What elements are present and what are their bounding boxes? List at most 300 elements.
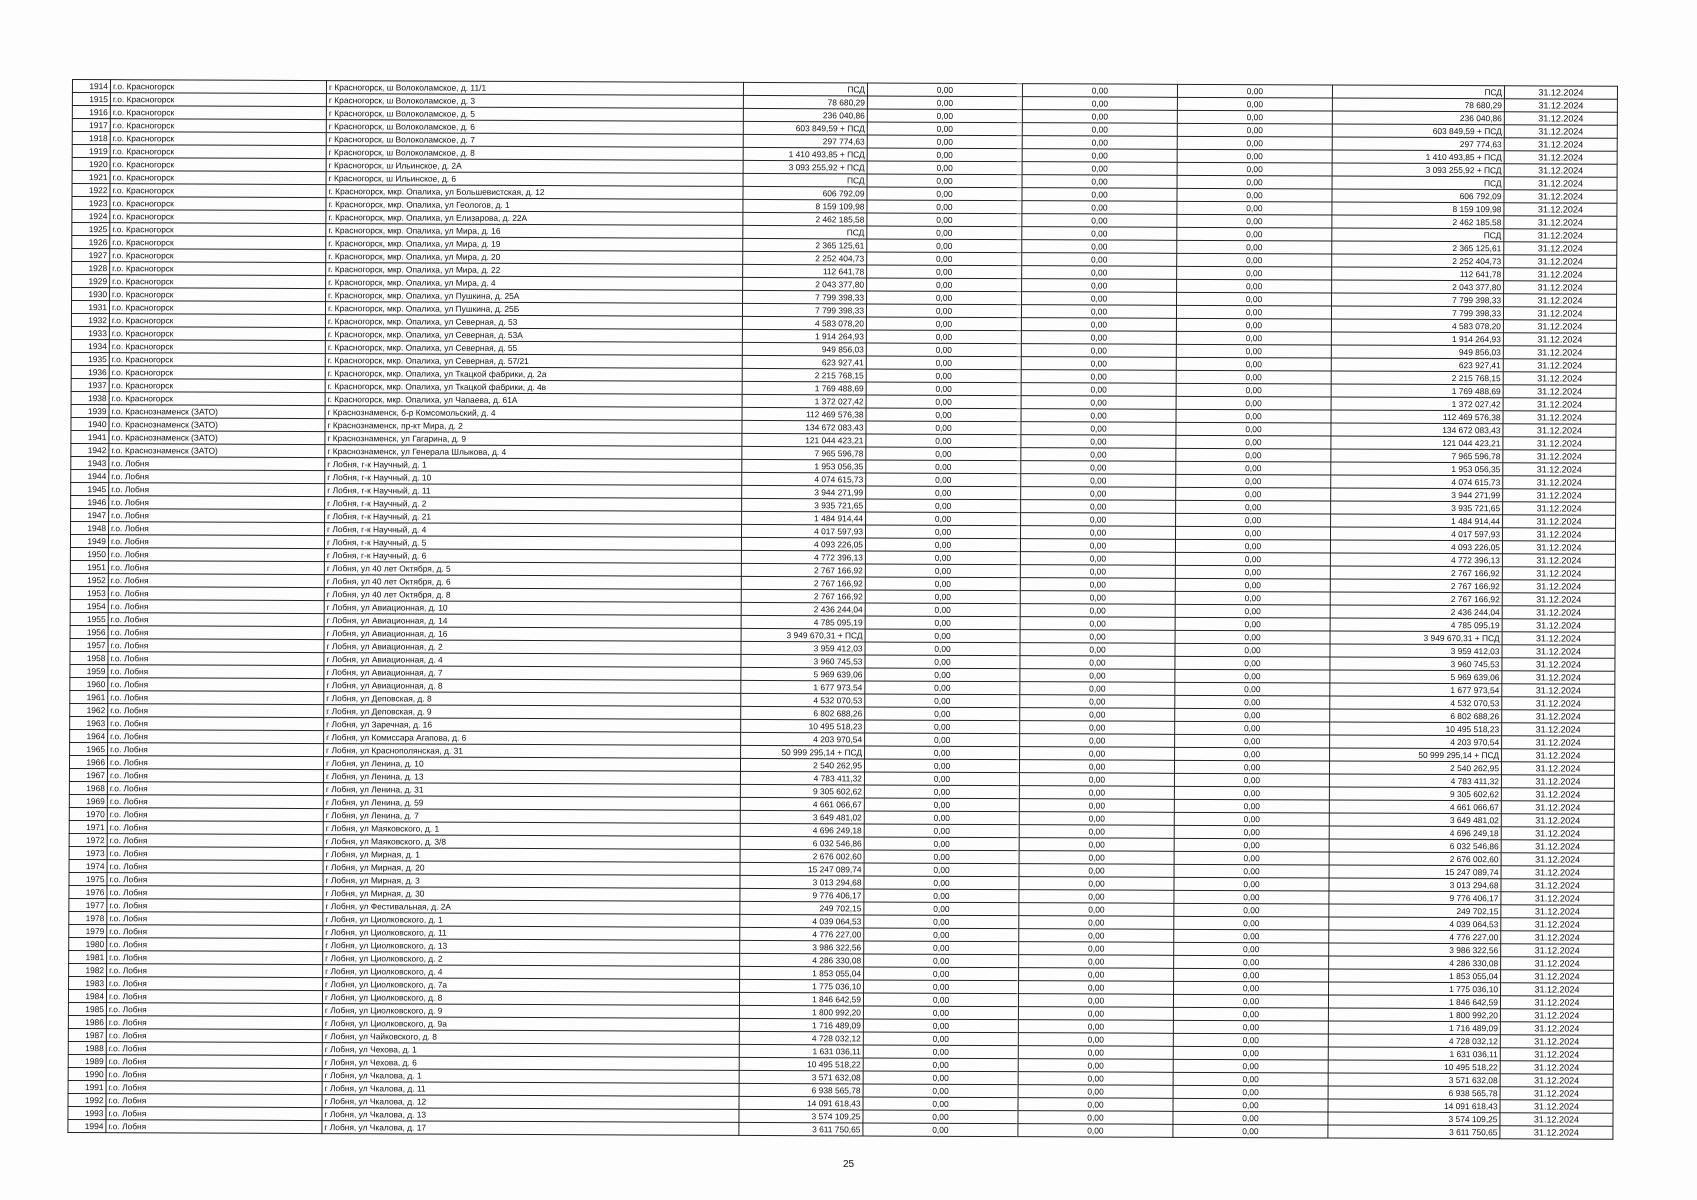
- cell-address: г Лобня, ул Маяковского, д. 3/8: [323, 835, 740, 850]
- cell-row-number: 1917: [72, 119, 110, 132]
- cell-fund-2: 0,00: [1018, 1059, 1173, 1073]
- cell-total-cost: 2 540 262,95: [740, 758, 864, 772]
- cell-owner-funds: 236 040,86: [1332, 111, 1504, 125]
- cell-owner-funds: 3 013 294,68: [1329, 878, 1501, 892]
- cell-row-number: 1951: [70, 560, 108, 573]
- cell-fund-3: 0,00: [1175, 591, 1330, 605]
- cell-total-cost: 3 960 745,53: [741, 654, 865, 668]
- cell-row-number: 1933: [71, 326, 109, 339]
- cell-fund-3: 0,00: [1174, 981, 1329, 995]
- cell-fund-3: 0,00: [1175, 656, 1330, 670]
- cell-municipality: г.о. Лобня: [107, 951, 323, 965]
- cell-fund-1: 0,00: [867, 83, 1022, 97]
- cell-fund-2: 0,00: [1019, 981, 1174, 995]
- cell-fund-1: 0,00: [866, 395, 1021, 409]
- cell-fund-1: 0,00: [864, 759, 1019, 773]
- cell-row-number: 1983: [69, 976, 107, 989]
- cell-municipality: г.о. Лобня: [107, 873, 323, 887]
- cell-owner-funds: 4 039 064,53: [1329, 917, 1501, 931]
- cell-fund-3: 0,00: [1174, 864, 1329, 878]
- cell-fund-3: 0,00: [1173, 1111, 1328, 1125]
- cell-deadline-date: 31.12.2024: [1500, 1100, 1613, 1113]
- cell-total-cost: 1 484 914,44: [742, 511, 866, 525]
- cell-fund-1: 0,00: [864, 876, 1019, 890]
- cell-fund-2: 0,00: [1018, 1033, 1173, 1047]
- cell-row-number: 1928: [72, 262, 110, 275]
- page-number: 25: [842, 1159, 855, 1170]
- cell-fund-1: 0,00: [866, 460, 1021, 474]
- cell-fund-2: 0,00: [1018, 1085, 1173, 1099]
- cell-deadline-date: 31.12.2024: [1503, 411, 1616, 424]
- cell-total-cost: 3 959 412,03: [741, 641, 865, 655]
- cell-row-number: 1962: [70, 703, 108, 716]
- cell-owner-funds: 15 247 089,74: [1329, 865, 1501, 879]
- cell-municipality: г.о. Красногорск: [110, 288, 326, 302]
- cell-fund-2: 0,00: [1022, 266, 1177, 280]
- cell-fund-3: 0,00: [1173, 1007, 1328, 1021]
- cell-fund-3: 0,00: [1174, 890, 1329, 904]
- cell-total-cost: 4 728 032,12: [739, 1031, 863, 1045]
- cell-owner-funds: ПСД: [1332, 176, 1504, 190]
- cell-owner-funds: 78 680,29: [1332, 98, 1504, 112]
- cell-row-number: 1984: [68, 989, 106, 1002]
- cell-fund-2: 0,00: [1020, 682, 1175, 696]
- cell-address: г Краснознаменск, б-р Комсомольский, д. 4: [325, 406, 742, 421]
- cell-owner-funds: 8 159 109,98: [1332, 202, 1504, 216]
- cell-fund-1: 0,00: [866, 473, 1021, 487]
- cell-fund-1: 0,00: [867, 135, 1022, 149]
- cell-fund-2: 0,00: [1020, 734, 1175, 748]
- cell-total-cost: 1 846 642,59: [739, 992, 863, 1006]
- cell-deadline-date: 31.12.2024: [1504, 138, 1617, 151]
- cell-fund-2: 0,00: [1018, 1020, 1173, 1034]
- cell-address: г Лобня, ул Циолковского, д. 13: [323, 939, 740, 954]
- cell-municipality: г.о. Красногорск: [110, 119, 326, 133]
- cell-municipality: г.о. Лобня: [108, 626, 324, 640]
- cell-row-number: 1952: [70, 573, 108, 586]
- cell-total-cost: 10 495 518,22: [739, 1057, 863, 1071]
- cell-fund-1: 0,00: [863, 1045, 1018, 1059]
- cell-fund-2: 0,00: [1019, 968, 1174, 982]
- cell-total-cost: 3 949 670,31 + ПСД: [741, 628, 865, 642]
- cell-municipality: г.о. Лобня: [106, 1094, 322, 1108]
- cell-fund-1: 0,00: [865, 551, 1020, 565]
- cell-deadline-date: 31.12.2024: [1501, 892, 1614, 905]
- cell-fund-1: 0,00: [867, 226, 1022, 240]
- cell-municipality: г.о. Красногорск: [109, 340, 325, 354]
- cell-municipality: г.о. Красногорск: [109, 392, 325, 406]
- cell-total-cost: 4 583 078,20: [742, 316, 866, 330]
- cell-municipality: г.о. Лобня: [106, 1042, 322, 1056]
- cell-row-number: 1939: [71, 404, 109, 417]
- cell-total-cost: 2 252 404,73: [743, 251, 867, 265]
- cell-total-cost: 4 203 970,54: [741, 732, 865, 746]
- cell-total-cost: ПСД: [743, 225, 867, 239]
- cell-fund-2: 0,00: [1020, 721, 1175, 735]
- cell-address: г Лобня, ул Чкалова, д. 1: [322, 1069, 739, 1084]
- cell-fund-2: 0,00: [1018, 1124, 1173, 1138]
- cell-address: г Лобня, ул Авиационная, д. 7: [324, 666, 741, 681]
- cell-fund-1: 0,00: [865, 681, 1020, 695]
- cell-municipality: г.о. Красногорск: [110, 275, 326, 289]
- cell-fund-1: 0,00: [867, 161, 1022, 175]
- cell-owner-funds: 1 631 036,11: [1328, 1047, 1500, 1061]
- cell-deadline-date: 31.12.2024: [1500, 1035, 1613, 1048]
- cell-fund-2: 0,00: [1021, 513, 1176, 527]
- cell-municipality: г.о. Лобня: [107, 977, 323, 991]
- cell-total-cost: 2 676 002,60: [740, 849, 864, 863]
- cell-owner-funds: 3 960 745,53: [1330, 657, 1502, 671]
- cell-fund-1: 0,00: [865, 564, 1020, 578]
- cell-fund-3: 0,00: [1176, 383, 1331, 397]
- cell-owner-funds: 9 305 602,62: [1329, 787, 1501, 801]
- cell-address: г Красногорск, ш Волоколамское, д. 8: [326, 146, 743, 161]
- cell-fund-2: 0,00: [1022, 149, 1177, 163]
- cell-fund-3: 0,00: [1175, 552, 1330, 566]
- cell-address: г Лобня, г-к Научный, д. 21: [325, 510, 742, 525]
- cell-fund-2: 0,00: [1018, 1072, 1173, 1086]
- cell-municipality: г.о. Лобня: [109, 496, 325, 510]
- cell-fund-3: 0,00: [1173, 1124, 1328, 1138]
- cell-municipality: г.о. Лобня: [107, 925, 323, 939]
- cell-fund-1: 0,00: [866, 434, 1021, 448]
- cell-address: г Лобня, ул Чайковского, д. 8: [322, 1030, 739, 1045]
- cell-fund-1: 0,00: [865, 603, 1020, 617]
- cell-total-cost: 297 774,63: [743, 134, 867, 148]
- cell-municipality: г.о. Лобня: [108, 691, 324, 705]
- cell-owner-funds: 2 767 166,92: [1330, 566, 1502, 580]
- cell-fund-2: 0,00: [1019, 916, 1174, 930]
- cell-municipality: г.о. Лобня: [107, 964, 323, 978]
- cell-total-cost: 3 944 271,99: [742, 485, 866, 499]
- cell-municipality: г.о. Лобня: [107, 808, 323, 822]
- cell-row-number: 1950: [70, 547, 108, 560]
- cell-fund-1: 0,00: [867, 252, 1022, 266]
- cell-owner-funds: 2 365 125,61: [1332, 241, 1504, 255]
- cell-row-number: 1977: [69, 898, 107, 911]
- cell-owner-funds: 1 484 914,44: [1331, 514, 1503, 528]
- cell-owner-funds: 1 953 056,35: [1331, 462, 1503, 476]
- cell-fund-3: 0,00: [1174, 786, 1329, 800]
- cell-deadline-date: 31.12.2024: [1504, 255, 1617, 268]
- cell-total-cost: 1 853 055,04: [740, 966, 864, 980]
- cell-total-cost: 4 776 227,00: [740, 927, 864, 941]
- cell-total-cost: 4 093 226,05: [741, 537, 865, 551]
- cell-address: г Лобня, ул Маяковского, д. 1: [323, 822, 740, 837]
- cell-fund-2: 0,00: [1022, 123, 1177, 137]
- cell-owner-funds: 7 965 596,78: [1331, 449, 1503, 463]
- cell-fund-3: 0,00: [1175, 643, 1330, 657]
- cell-deadline-date: 31.12.2024: [1503, 359, 1616, 372]
- cell-address: г Лобня, г-к Научный, д. 2: [325, 497, 742, 512]
- cell-owner-funds: 2 767 166,92: [1330, 592, 1502, 606]
- cell-fund-2: 0,00: [1020, 747, 1175, 761]
- cell-deadline-date: 31.12.2024: [1500, 996, 1613, 1009]
- cell-owner-funds: 3 093 255,92 + ПСД: [1332, 163, 1504, 177]
- cell-fund-3: 0,00: [1177, 149, 1332, 163]
- cell-row-number: 1989: [68, 1054, 106, 1067]
- cell-fund-3: 0,00: [1177, 279, 1332, 293]
- cell-fund-2: 0,00: [1018, 1007, 1173, 1021]
- cell-fund-3: 0,00: [1174, 851, 1329, 865]
- cell-fund-1: 0,00: [865, 616, 1020, 630]
- cell-fund-3: 0,00: [1175, 695, 1330, 709]
- cell-address: г Лобня, ул 40 лет Октября, д. 5: [324, 562, 741, 577]
- cell-owner-funds: 4 093 226,05: [1330, 540, 1502, 554]
- cell-deadline-date: 31.12.2024: [1501, 775, 1614, 788]
- cell-deadline-date: 31.12.2024: [1504, 125, 1617, 138]
- cell-total-cost: 5 969 639,06: [741, 667, 865, 681]
- cell-municipality: г.о. Красногорск: [109, 327, 325, 341]
- cell-municipality: г.о. Красногорск: [110, 145, 326, 159]
- cell-municipality: г.о. Лобня: [106, 1107, 322, 1121]
- cell-fund-2: 0,00: [1021, 500, 1176, 514]
- cell-municipality: г.о. Лобня: [108, 561, 324, 575]
- cell-address: г Лобня, ул 40 лет Октября, д. 8: [324, 588, 741, 603]
- cell-deadline-date: 31.12.2024: [1504, 268, 1617, 281]
- cell-deadline-date: 31.12.2024: [1503, 450, 1616, 463]
- cell-fund-2: 0,00: [1021, 357, 1176, 371]
- cell-deadline-date: 31.12.2024: [1501, 944, 1614, 957]
- cell-owner-funds: 3 935 721,65: [1331, 501, 1503, 515]
- cell-total-cost: 14 091 618,43: [739, 1096, 863, 1110]
- cell-fund-3: 0,00: [1175, 708, 1330, 722]
- cell-total-cost: 50 999 295,14 + ПСД: [741, 745, 865, 759]
- cell-address: г Красногорск, ш Ильинское, д. 2А: [326, 159, 743, 174]
- cell-fund-1: 0,00: [867, 278, 1022, 292]
- cell-fund-1: 0,00: [866, 525, 1021, 539]
- cell-owner-funds: 3 574 109,25: [1328, 1112, 1500, 1126]
- cell-owner-funds: 7 799 398,33: [1331, 306, 1503, 320]
- cell-row-number: 1982: [69, 963, 107, 976]
- cell-deadline-date: 31.12.2024: [1504, 177, 1617, 190]
- cell-deadline-date: 31.12.2024: [1502, 632, 1615, 645]
- cell-address: г Лобня, г-к Научный, д. 5: [324, 536, 741, 551]
- cell-deadline-date: 31.12.2024: [1500, 1113, 1613, 1126]
- cell-municipality: г.о. Лобня: [109, 509, 325, 523]
- cell-municipality: г.о. Лобня: [108, 574, 324, 588]
- cell-owner-funds: 4 783 411,32: [1329, 774, 1501, 788]
- cell-municipality: г.о. Лобня: [106, 990, 322, 1004]
- cell-fund-3: 0,00: [1176, 500, 1331, 514]
- cell-owner-funds: 50 999 295,14 + ПСД: [1330, 748, 1502, 762]
- cell-fund-1: 0,00: [865, 629, 1020, 643]
- cell-row-number: 1945: [71, 482, 109, 495]
- cell-owner-funds: 4 583 078,20: [1331, 319, 1503, 333]
- cell-row-number: 1987: [68, 1028, 106, 1041]
- cell-row-number: 1926: [72, 236, 110, 249]
- cell-deadline-date: 31.12.2024: [1501, 879, 1614, 892]
- cell-total-cost: 2 215 768,15: [742, 368, 866, 382]
- cell-address: г Лобня, ул Ленина, д. 31: [323, 783, 740, 798]
- cell-address: г Красногорск, ш Волоколамское, д. 6: [326, 120, 743, 135]
- cell-total-cost: 4 783 411,32: [740, 771, 864, 785]
- cell-fund-3: 0,00: [1176, 461, 1331, 475]
- cell-fund-2: 0,00: [1020, 617, 1175, 631]
- cell-row-number: 1914: [72, 80, 110, 93]
- cell-municipality: г.о. Красногорск: [109, 314, 325, 328]
- cell-row-number: 1930: [72, 288, 110, 301]
- cell-address: г Красногорск, ш Волоколамское, д. 5: [326, 107, 743, 122]
- cell-municipality: г.о. Красногорск: [110, 93, 326, 107]
- cell-fund-2: 0,00: [1021, 409, 1176, 423]
- cell-owner-funds: 1 853 055,04: [1329, 969, 1501, 983]
- cell-fund-1: 0,00: [866, 304, 1021, 318]
- cell-row-number: 1941: [71, 430, 109, 443]
- cell-address: г Лобня, ул Циолковского, д. 4: [323, 965, 740, 980]
- cell-address: г Краснознаменск, ул Гагарина, д. 9: [325, 432, 742, 447]
- cell-total-cost: 112 469 576,38: [742, 407, 866, 421]
- cell-fund-3: 0,00: [1177, 188, 1332, 202]
- cell-deadline-date: 31.12.2024: [1502, 606, 1615, 619]
- cell-fund-2: 0,00: [1019, 799, 1174, 813]
- cell-fund-3: 0,00: [1176, 331, 1331, 345]
- cell-municipality: г.о. Лобня: [108, 600, 324, 614]
- cell-municipality: г.о. Лобня: [109, 470, 325, 484]
- cell-fund-3: 0,00: [1176, 422, 1331, 436]
- cell-row-number: 1932: [71, 313, 109, 326]
- cell-municipality: г.о. Краснознаменск (ЗАТО): [109, 444, 325, 458]
- cell-total-cost: 1 800 992,20: [739, 1005, 863, 1019]
- data-table: [67, 79, 1618, 1140]
- cell-municipality: г.о. Лобня: [108, 639, 324, 653]
- cell-owner-funds: 949 856,03: [1331, 345, 1503, 359]
- cell-fund-2: 0,00: [1021, 331, 1176, 345]
- cell-fund-2: 0,00: [1019, 851, 1174, 865]
- cell-deadline-date: 31.12.2024: [1501, 788, 1614, 801]
- cell-row-number: 1976: [69, 885, 107, 898]
- cell-fund-3: 0,00: [1177, 110, 1332, 124]
- cell-fund-2: 0,00: [1021, 461, 1176, 475]
- cell-total-cost: 2 462 185,58: [743, 212, 867, 226]
- cell-fund-2: 0,00: [1020, 552, 1175, 566]
- cell-owner-funds: 121 044 423,21: [1331, 436, 1503, 450]
- cell-row-number: 1961: [70, 690, 108, 703]
- cell-row-number: 1942: [71, 443, 109, 456]
- cell-fund-1: 0,00: [864, 837, 1019, 851]
- cell-fund-1: 0,00: [863, 993, 1018, 1007]
- cell-deadline-date: 31.12.2024: [1504, 242, 1617, 255]
- cell-row-number: 1935: [71, 352, 109, 365]
- cell-deadline-date: 31.12.2024: [1502, 671, 1615, 684]
- cell-address: г. Красногорск, мкр. Опалиха, ул Чапаева, д. 61А: [325, 393, 742, 408]
- cell-fund-1: 0,00: [865, 707, 1020, 721]
- cell-address: г. Красногорск, мкр. Опалиха, ул Ткацкой фабрики, д. 2а: [325, 367, 742, 382]
- cell-row-number: 1963: [70, 716, 108, 729]
- cell-row-number: 1919: [72, 145, 110, 158]
- cell-address: г. Красногорск, мкр. Опалиха, ул Мира, д. 22: [326, 263, 743, 278]
- cell-fund-2: 0,00: [1020, 643, 1175, 657]
- cell-row-number: 1924: [72, 210, 110, 223]
- cell-owner-funds: 4 017 597,93: [1331, 527, 1503, 541]
- cell-municipality: г.о. Лобня: [108, 717, 324, 731]
- cell-row-number: 1993: [68, 1106, 106, 1119]
- cell-fund-3: 0,00: [1174, 903, 1329, 917]
- cell-owner-funds: ПСД: [1332, 85, 1504, 99]
- cell-row-number: 1986: [68, 1015, 106, 1028]
- cell-owner-funds: 1 775 036,10: [1329, 982, 1501, 996]
- cell-fund-1: 0,00: [863, 1058, 1018, 1072]
- cell-municipality: г.о. Лобня: [107, 886, 323, 900]
- cell-address: г Лобня, ул Мирная, д. 3: [323, 874, 740, 889]
- cell-total-cost: 3 986 322,56: [740, 940, 864, 954]
- cell-municipality: г.о. Лобня: [108, 652, 324, 666]
- cell-fund-2: 0,00: [1021, 435, 1176, 449]
- cell-fund-2: 0,00: [1021, 396, 1176, 410]
- cell-address: г Красногорск, ш Волоколамское, д. 7: [326, 133, 743, 148]
- cell-owner-funds: 4 772 396,13: [1330, 553, 1502, 567]
- cell-deadline-date: 31.12.2024: [1502, 619, 1615, 632]
- cell-fund-1: 0,00: [863, 1097, 1018, 1111]
- cell-address: г Лобня, ул Комиссара Агапова, д. 6: [324, 731, 741, 746]
- cell-fund-3: 0,00: [1173, 1046, 1328, 1060]
- cell-deadline-date: 31.12.2024: [1504, 99, 1617, 112]
- cell-total-cost: 4 074 615,73: [742, 472, 866, 486]
- cell-fund-1: 0,00: [865, 668, 1020, 682]
- cell-fund-3: 0,00: [1177, 123, 1332, 137]
- cell-owner-funds: 4 532 070,53: [1330, 696, 1502, 710]
- cell-row-number: 1955: [70, 612, 108, 625]
- cell-total-cost: 606 792,09: [743, 186, 867, 200]
- cell-deadline-date: 31.12.2024: [1500, 1061, 1613, 1074]
- cell-deadline-date: 31.12.2024: [1504, 151, 1617, 164]
- cell-fund-2: 0,00: [1019, 773, 1174, 787]
- cell-fund-3: 0,00: [1174, 812, 1329, 826]
- cell-owner-funds: 112 641,78: [1332, 267, 1504, 281]
- cell-deadline-date: 31.12.2024: [1504, 229, 1617, 242]
- cell-deadline-date: 31.12.2024: [1502, 580, 1615, 593]
- cell-fund-3: 0,00: [1175, 539, 1330, 553]
- cell-fund-2: 0,00: [1022, 188, 1177, 202]
- cell-address: г Лобня, ул Авиационная, д. 10: [324, 601, 741, 616]
- cell-owner-funds: 2 436 244,04: [1330, 605, 1502, 619]
- cell-row-number: 1968: [69, 781, 107, 794]
- cell-address: г Лобня, г-к Научный, д. 11: [325, 484, 742, 499]
- cell-total-cost: 6 032 546,86: [740, 836, 864, 850]
- cell-total-cost: ПСД: [743, 173, 867, 187]
- cell-owner-funds: 2 767 166,92: [1330, 579, 1502, 593]
- cell-deadline-date: 31.12.2024: [1504, 86, 1617, 99]
- cell-fund-2: 0,00: [1020, 708, 1175, 722]
- cell-municipality: г.о. Красногорск: [110, 249, 326, 263]
- cell-fund-2: 0,00: [1022, 279, 1177, 293]
- cell-municipality: г.о. Лобня: [106, 1055, 322, 1069]
- cell-total-cost: 4 661 066,67: [740, 797, 864, 811]
- cell-owner-funds: 1 410 493,85 + ПСД: [1332, 150, 1504, 164]
- cell-owner-funds: 603 849,59 + ПСД: [1332, 124, 1504, 138]
- cell-owner-funds: 2 215 768,15: [1331, 371, 1503, 385]
- cell-total-cost: 4 039 064,53: [740, 914, 864, 928]
- cell-municipality: г.о. Лобня: [107, 769, 323, 783]
- cell-fund-2: 0,00: [1021, 318, 1176, 332]
- cell-municipality: г.о. Лобня: [106, 1068, 322, 1082]
- cell-fund-1: 0,00: [866, 330, 1021, 344]
- cell-fund-3: 0,00: [1175, 617, 1330, 631]
- cell-fund-2: 0,00: [1022, 214, 1177, 228]
- cell-total-cost: 2 767 166,92: [741, 576, 865, 590]
- cell-municipality: г.о. Лобня: [108, 704, 324, 718]
- cell-deadline-date: 31.12.2024: [1502, 554, 1615, 567]
- cell-owner-funds: 1 372 027,42: [1331, 397, 1503, 411]
- cell-fund-3: 0,00: [1177, 266, 1332, 280]
- cell-row-number: 1956: [70, 625, 108, 638]
- cell-municipality: г.о. Краснознаменск (ЗАТО): [109, 418, 325, 432]
- cell-fund-3: 0,00: [1174, 838, 1329, 852]
- cell-address: г Лобня, ул Чехова, д. 6: [322, 1056, 739, 1071]
- cell-fund-2: 0,00: [1020, 591, 1175, 605]
- cell-address: г Краснознаменск, пр-кт Мира, д. 2: [325, 419, 742, 434]
- cell-row-number: 1964: [70, 729, 108, 742]
